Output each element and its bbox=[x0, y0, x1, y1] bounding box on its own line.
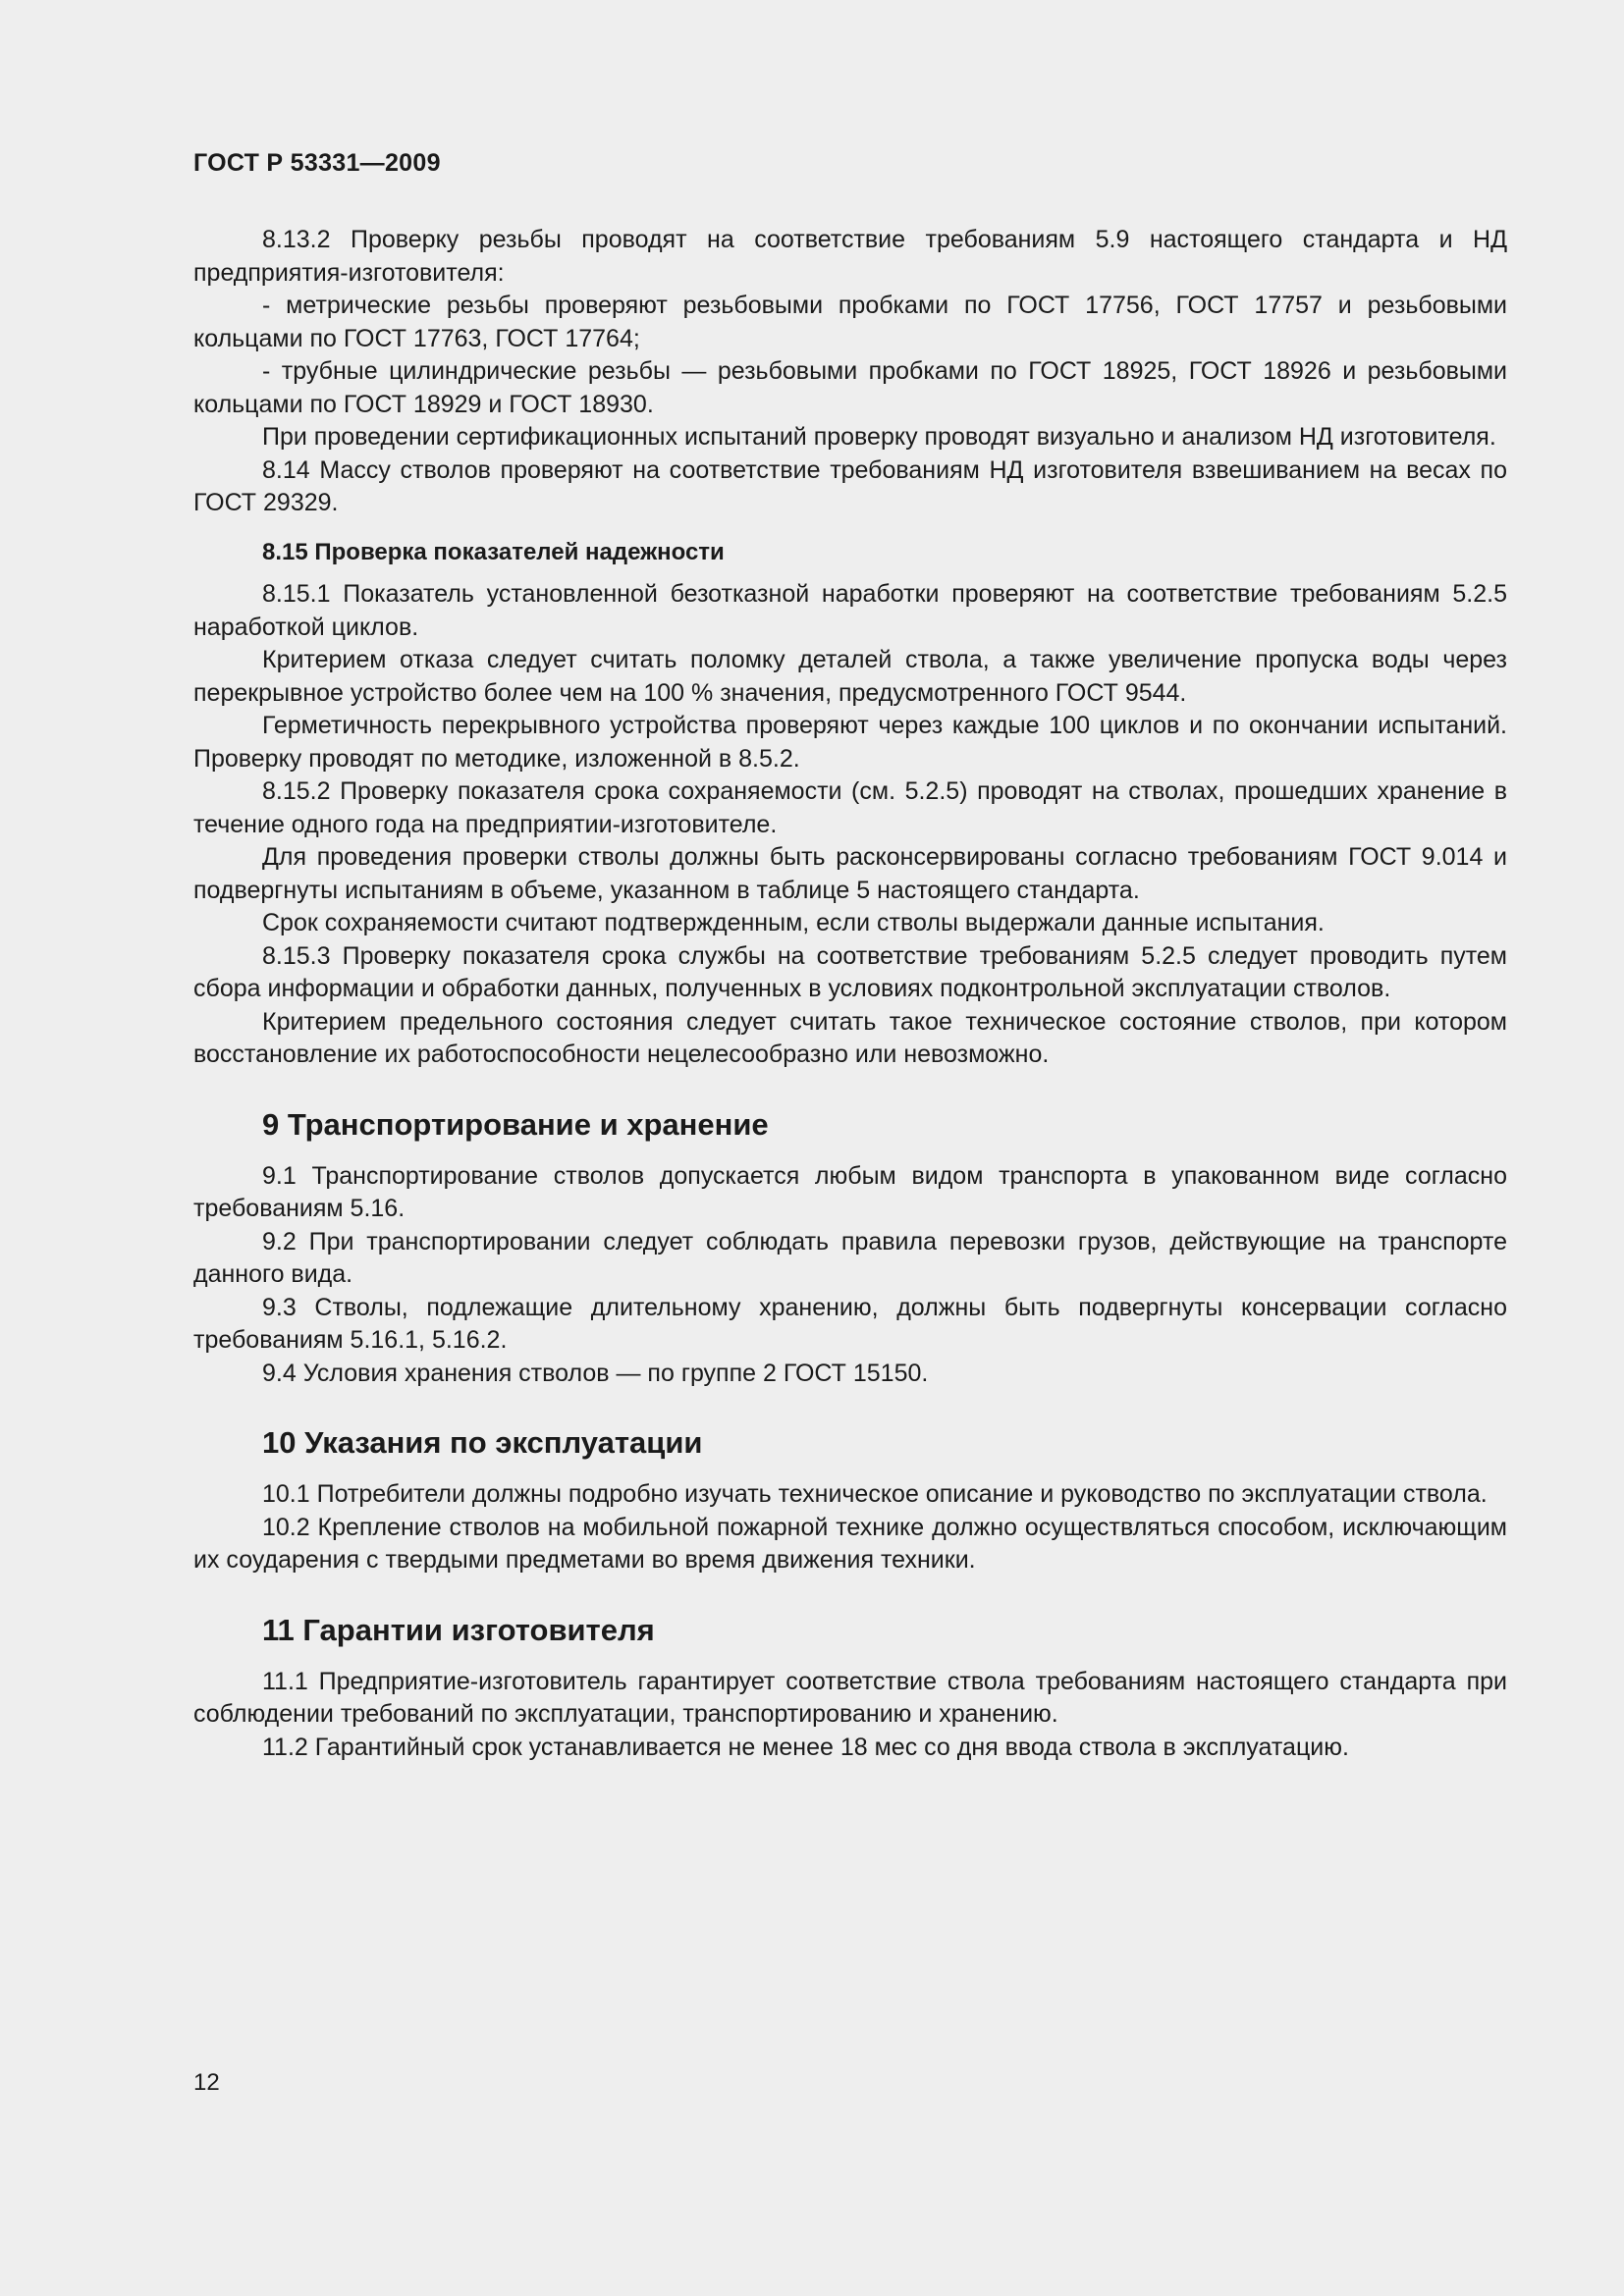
paragraph-10-2: 10.2 Крепление стволов на мобильной пожарной технике должно осуществляться способом, исключающим их соударения с твердыми предметами во время движения техники. bbox=[193, 1513, 1507, 1574]
paragraph-8-13-2: 8.13.2 Проверку резьбы проводят на соответствие требованиям 5.9 настоящего стандарта и НД предприятия-изготовителя: bbox=[193, 226, 1507, 287]
paragraph-8-15-1: 8.15.1 Показатель установленной безотказной наработки проверяют на соответствие требованиям 5.2.5 наработкой циклов. bbox=[193, 580, 1507, 641]
document-body bbox=[193, 224, 1507, 1764]
section-heading-10: 10 Указания по эксплуатации bbox=[262, 1425, 703, 1460]
section-heading-11: 11 Гарантии изготовителя bbox=[262, 1612, 655, 1647]
paragraph-11-1: 11.1 Предприятие-изготовитель гарантирует соответствие ствола требованиям настоящего стандарта при соблюдении требований по эксплуатации, транспортированию и хранению. bbox=[193, 1667, 1507, 1728]
page-number: 12 bbox=[193, 2069, 220, 2096]
paragraph-9-3: 9.3 Стволы, подлежащие длительному хранению, должны быть подвергнуты консервации согласно требованиям 5.16.1, 5.16.2. bbox=[193, 1293, 1507, 1354]
paragraph-pipe-threads: - трубные цилиндрические резьбы — резьбовыми пробками по ГОСТ 18925, ГОСТ 18926 и резьбовыми кольцами по ГОСТ 18929 и ГОСТ 18930. bbox=[193, 357, 1507, 418]
paragraph-metric-threads: - метрические резьбы проверяют резьбовыми пробками по ГОСТ 17756, ГОСТ 17757 и резьбовыми кольцами по ГОСТ 17763, ГОСТ 17764; bbox=[193, 292, 1507, 352]
paragraph-depreservation: Для проведения проверки стволы должны быть расконсервированы согласно требованиям ГОСТ 9.014 и подвергнуты испытаниям в объеме, указанном в таблице 5 настоящего стандарта. bbox=[193, 843, 1507, 904]
paragraph-11-2: 11.2 Гарантийный срок устанавливается не менее 18 мес со дня ввода ствола в эксплуатацию. bbox=[262, 1733, 1349, 1761]
paragraph-9-1: 9.1 Транспортирование стволов допускается любым видом транспорта в упакованном виде согласно требованиям 5.16. bbox=[193, 1161, 1507, 1222]
paragraph-8-14: 8.14 Массу стволов проверяют на соответствие требованиям НД изготовителя взвешиванием на весах по ГОСТ 29329. bbox=[193, 455, 1507, 516]
subsection-heading-8-15: 8.15 Проверка показателей надежности bbox=[262, 538, 725, 565]
paragraph-failure-criterion: Критерием отказа следует считать поломку деталей ствола, а также увеличение пропуска воды через перекрывное устройство более чем на 100 % значения, предусмотренного ГОСТ 9544. bbox=[193, 646, 1507, 707]
paragraph-10-1: 10.1 Потребители должны подробно изучать техническое описание и руководство по эксплуатации ствола. bbox=[262, 1480, 1488, 1508]
paragraph-certification: При проведении сертификационных испытаний проверку проводят визуально и анализом НД изготовителя. bbox=[262, 423, 1496, 451]
paragraph-9-4: 9.4 Условия хранения стволов — по группе 2 ГОСТ 15150. bbox=[262, 1359, 929, 1387]
section-heading-9: 9 Транспортирование и хранение bbox=[262, 1106, 769, 1142]
paragraph-8-15-3: 8.15.3 Проверку показателя срока службы на соответствие требованиям 5.2.5 следует проводить путем сбора информации и обработки данных, полученных в условиях подконтрольной эксплуатации стволов. bbox=[193, 941, 1507, 1002]
paragraph-hermeticity: Герметичность перекрывного устройства проверяют через каждые 100 циклов и по окончании испытаний. Проверку проводят по методике, изложенной в 8.5.2. bbox=[193, 712, 1507, 773]
paragraph-8-15-2: 8.15.2 Проверку показателя срока сохраняемости (см. 5.2.5) проводят на стволах, прошедших хранение в течение одного года на предприятии-изготовителе. bbox=[193, 777, 1507, 838]
paragraph-shelf-life-confirmed: Срок сохраняемости считают подтвержденным, если стволы выдержали данные испытания. bbox=[262, 909, 1325, 936]
paragraph-limit-state: Критерием предельного состояния следует считать такое техническое состояние стволов, при котором восстановление их работоспособности нецелесообразно или невозможно. bbox=[193, 1007, 1507, 1068]
paragraph-9-2: 9.2 При транспортировании следует соблюдать правила перевозки грузов, действующие на транспорте данного вида. bbox=[193, 1227, 1507, 1288]
document-header: ГОСТ Р 53331—2009 bbox=[193, 149, 441, 177]
